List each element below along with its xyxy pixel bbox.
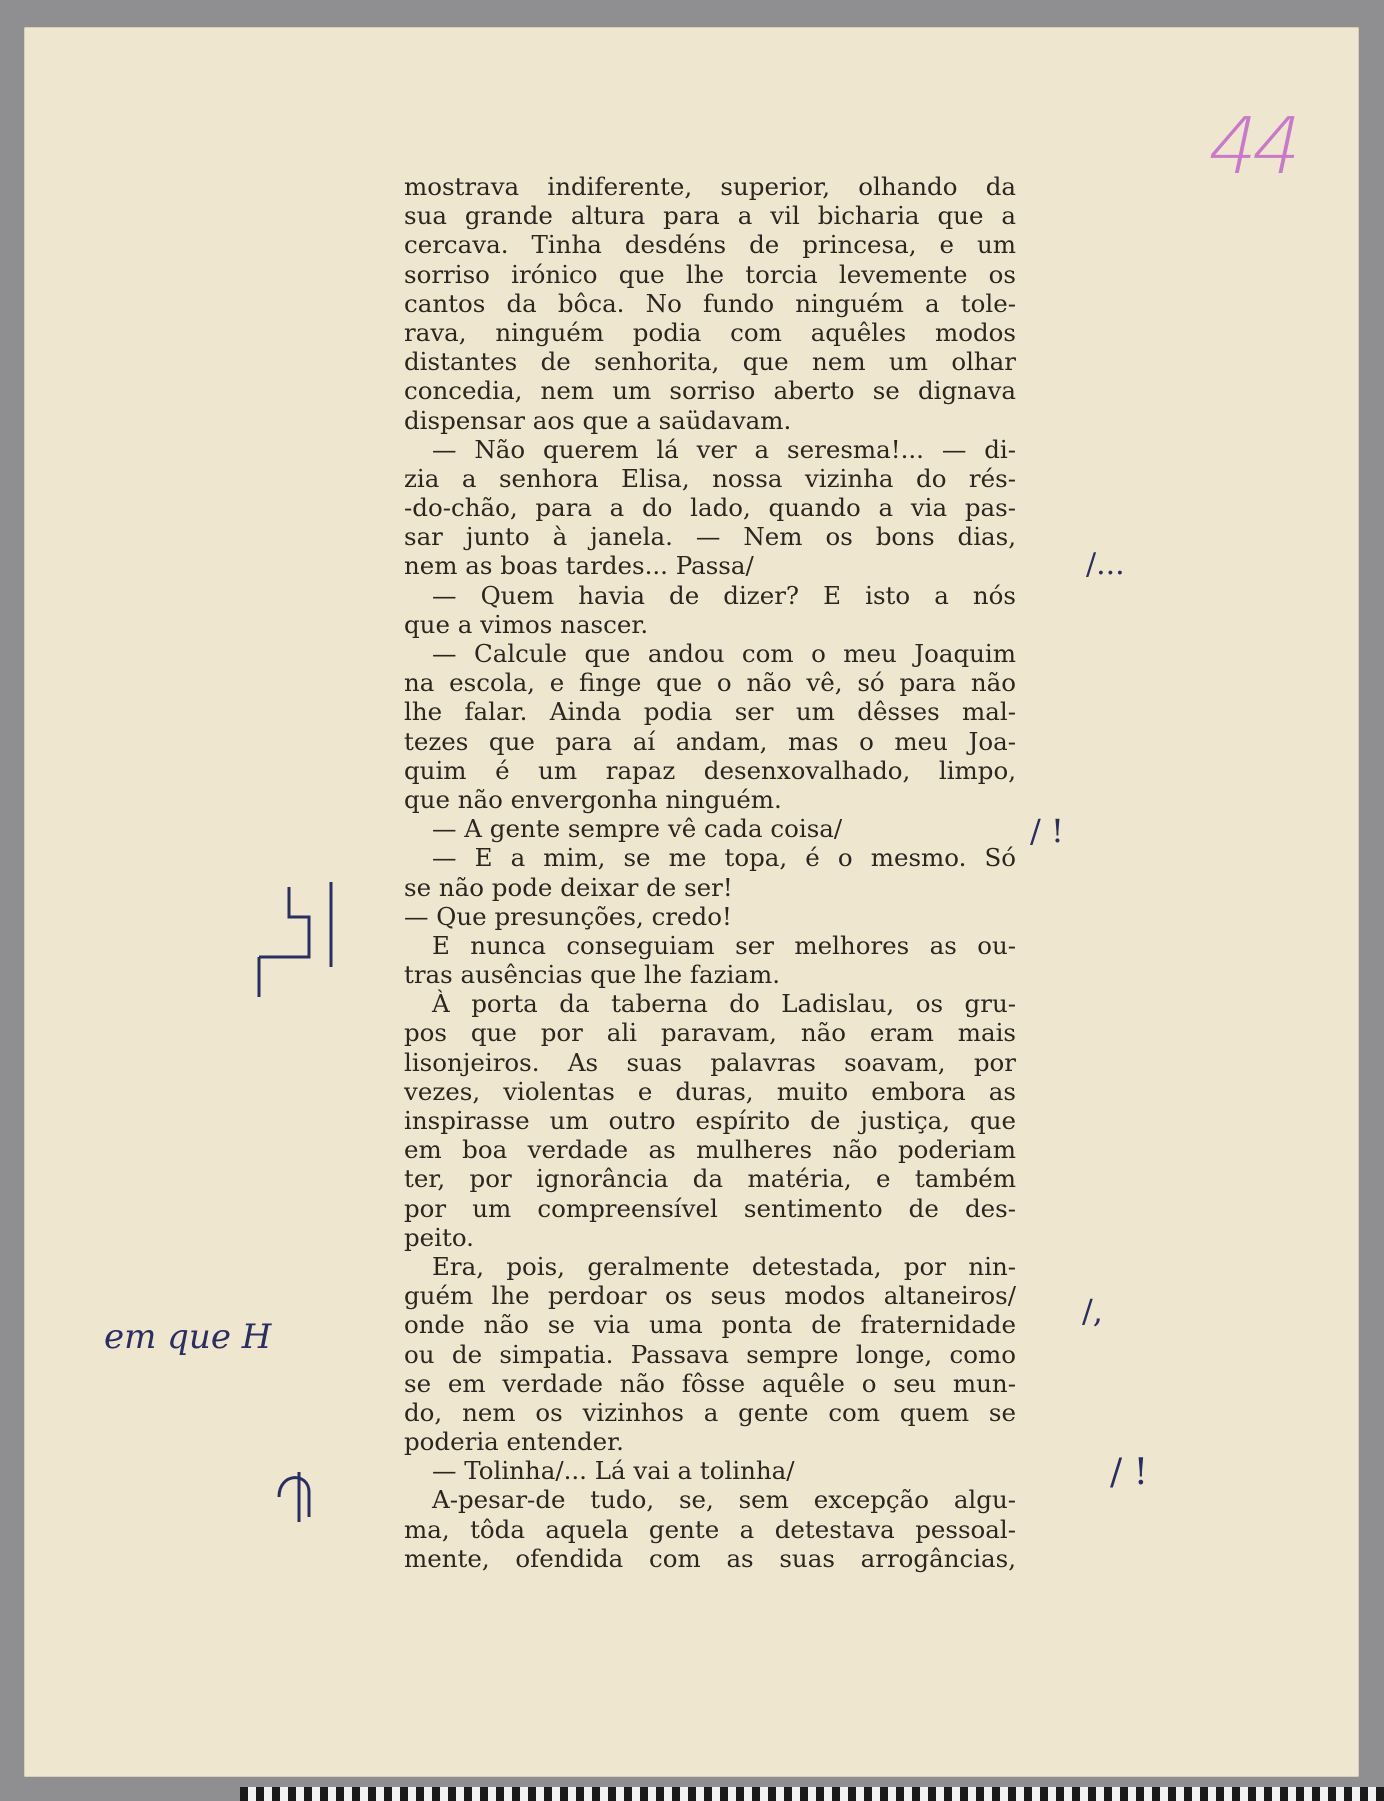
text-line: — A gente sempre vê cada coisa/ [432, 814, 843, 844]
text-line: guém lhe perdoar os seus modos altaneiros/ [404, 1281, 1016, 1311]
text-line: A-pesar-de tudo, se, sem excepção algu- [432, 1485, 1016, 1515]
text-line: ou de simpatia. Passava sempre longe, como [404, 1339, 1016, 1369]
text-line: tezes que para aí andam, mas o meu Joa- [404, 726, 1016, 756]
text-line: se em verdade não fôsse aquêle o seu mun- [404, 1368, 1016, 1398]
text-line: distantes de senhorita, que nem um olhar [404, 347, 1016, 377]
text-line: vezes, violentas e duras, muito embora as [404, 1076, 1016, 1106]
text-line: em boa verdade as mulheres não poderiam [404, 1135, 1016, 1165]
text-line: — Tolinha/... Lá vai a tolinha/ [432, 1456, 795, 1486]
text-line: nem as boas tardes... Passa/ [404, 551, 754, 581]
text-line: quim é um rapaz desenxovalhado, limpo, [404, 755, 1016, 785]
text-line: lhe falar. Ainda podia ser um dêsses mal- [404, 697, 1016, 727]
text-line: sar junto à janela. — Nem os bons dias, [404, 522, 1016, 552]
margin-note-comma: /, [1082, 1292, 1103, 1330]
text-line: — Não querem lá ver a seresma!... — di- [432, 434, 1016, 464]
text-line: poderia entender. [404, 1427, 624, 1457]
indent-mark [269, 1467, 329, 1527]
text-line: Era, pois, geralmente detestada, por nin- [432, 1251, 1016, 1281]
text-line: onde não se via uma ponta de fraternidade [404, 1310, 1016, 1340]
document-page [24, 27, 1359, 1777]
text-line: ma, tôda aquela gente a detestava pessoal- [404, 1514, 1016, 1544]
text-line: — Calcule que andou com o meu Joaquim [432, 639, 1016, 668]
text-line: ter, por ignorância da matéria, e também [404, 1164, 1016, 1194]
text-line: por um compreensível sentimento de des- [404, 1193, 1016, 1223]
text-line: cercava. Tinha desdéns de princesa, e um [404, 230, 1016, 260]
text-line: lisonjeiros. As suas palavras soavam, por [404, 1047, 1016, 1077]
text-line: — E a mim, se me topa, é o mesmo. Só [432, 843, 1016, 873]
text-line: E nunca conseguiam ser melhores as ou- [432, 930, 1016, 960]
text-line: do, nem os vizinhos a gente com quem se [404, 1397, 1016, 1427]
text-line: que a vimos nascer. [404, 609, 649, 639]
text-line: peito. [404, 1222, 474, 1252]
text-line: que não envergonha ninguém. [404, 784, 782, 814]
text-line: se não pode deixar de ser! [404, 872, 733, 902]
text-line: zia a senhora Elisa, nossa vizinha do rés- [404, 463, 1016, 493]
text-line: — Quem havia de dizer? E isto a nós [432, 580, 1016, 610]
text-line: sua grande altura para a vil bicharia que a [404, 201, 1016, 231]
text-line: dispensar aos que a saüdavam. [404, 405, 792, 435]
scale-ruler [240, 1787, 1384, 1801]
text-line: -do-chão, para a do lado, quando a via pas- [404, 493, 1016, 523]
text-line: À porta da taberna do Ladislau, os gru- [432, 989, 1016, 1019]
margin-note-ellipsis: /... [1086, 547, 1125, 582]
text-line: pos que por ali paravam, não eram mais [404, 1018, 1016, 1048]
text-line: mente, ofendida com as suas arrogâncias, [404, 1543, 1016, 1573]
body-text [404, 172, 1016, 1573]
text-line: tras ausências que lhe faziam. [404, 960, 780, 990]
text-line: inspirasse um outro espírito de justiça, que [404, 1106, 1016, 1135]
text-line: na escola, e finge que o não vê, só para não [404, 668, 1016, 698]
margin-note-exclamation-1: / ! [1030, 812, 1064, 850]
text-line: concedia, nem um sorriso aberto se dignava [404, 376, 1016, 406]
margin-note-exclamation-2: / ! [1110, 1452, 1149, 1493]
paragraph-bracket-mark [249, 872, 359, 1002]
page-number: 44 [1199, 102, 1306, 192]
text-line: mostrava indiferente, superior, olhando da [404, 172, 1016, 201]
text-line: cantos da bôca. No fundo ninguém a tole- [404, 288, 1016, 318]
text-line: — Que presunções, credo! [404, 901, 732, 931]
text-line: rava, ninguém podia com aquêles modos [404, 317, 1016, 347]
margin-note-em-que: em que H [104, 1317, 272, 1357]
text-line: sorriso irónico que lhe torcia levemente os [404, 259, 1016, 289]
